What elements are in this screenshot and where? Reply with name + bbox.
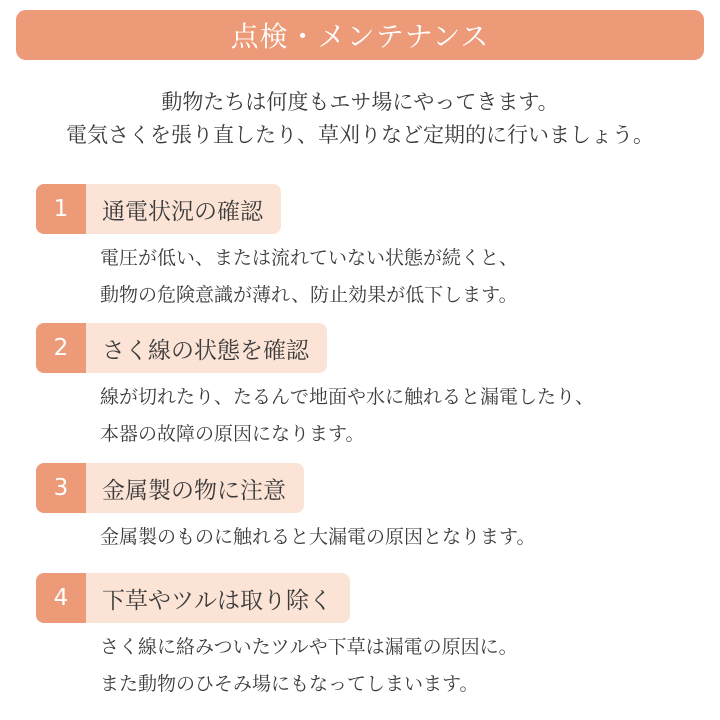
title-banner [16,10,704,60]
item-heading: 下草やツルは取り除く [86,573,350,623]
page-title: 点検・メンテナンス [230,20,490,53]
item-heading: 金属製の物に注意 [86,463,304,513]
intro-line: 動物たちは何度もエサ場にやってきます。 [161,90,559,114]
item-description [100,240,706,314]
item-number-badge: 3 [36,463,86,513]
description-line: さく線に絡みついたツルや下草は漏電の原因に。 [100,636,518,658]
check-item-3 [36,463,706,556]
description-line: 金属製のものに触れると大漏電の原因となります。 [100,526,536,548]
check-item-header [36,573,706,623]
item-number-badge: 4 [36,573,86,623]
item-heading: さく線の状態を確認 [86,323,327,373]
item-description [100,519,706,556]
item-description [100,629,706,703]
description-line: 本器の故障の原因になります。 [100,423,365,445]
description-line: また動物のひそみ場にもなってしまいます。 [100,673,479,695]
check-item-header [36,323,706,373]
item-heading: 通電状況の確認 [86,184,281,234]
intro-text [0,86,720,152]
item-description [100,379,706,453]
check-item-4 [36,573,706,703]
check-item-header [36,184,706,234]
description-line: 動物の危険意識が薄れ、防止効果が低下します。 [100,284,518,306]
item-number-badge: 2 [36,323,86,373]
check-item-1 [36,184,706,314]
check-item-2 [36,323,706,453]
check-item-header [36,463,706,513]
description-line: 電圧が低い、または流れていない状態が続くと、 [100,247,519,269]
intro-line: 電気さくを張り直したり、草刈りなど定期的に行いましょう。 [66,123,654,147]
description-line: 線が切れたり、たるんで地面や水に触れると漏電したり、 [100,386,595,408]
item-number-badge: 1 [36,184,86,234]
